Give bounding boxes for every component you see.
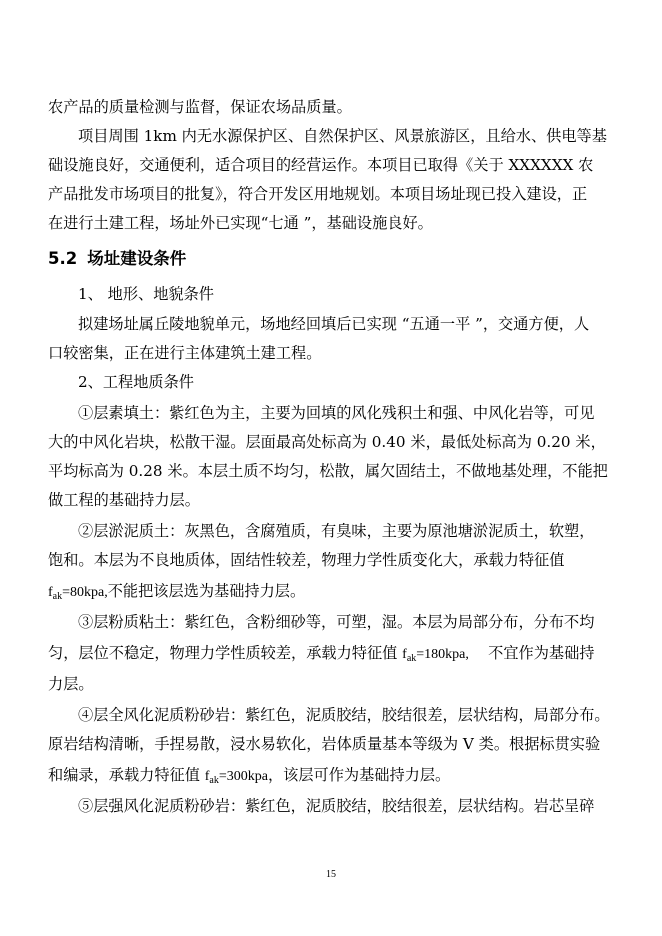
paragraph-line: 农产品的质量检测与监督，保证农场品质量。 [48,98,352,116]
text-run: 和编录，承载力特征值 [48,766,205,784]
formula-value: =180kpa, [416,647,469,662]
paragraph-line: ⑤层强风化泥质粉砂岩：紫红色，泥质胶结，胶结很差，层状结构。岩芯呈碎 [78,797,595,815]
section-heading [48,248,186,270]
paragraph-line: ①层素填土：紫红色为主，主要为回填的风化残积土和强、中风化岩等，可见 [78,404,595,422]
paragraph-line: 原岩结构清晰，手捏易散，浸水易软化，岩体质量基本等级为 V 类。根据标贯实验 [48,735,601,753]
subsection-title: 1、 地形、地貌条件 [78,285,214,303]
paragraph-line: 力层。 [48,675,94,693]
paragraph-line: 平均标高为 0.28 米。本层土质不均匀，松散，属欠固结土，不做地基处理，不能把 [48,462,608,480]
formula-subscript: ak [52,591,63,602]
section-title: 场址建设条件 [87,249,187,268]
formula-symbol: f [204,769,210,784]
paragraph-line: 项目周围 1km 内无水源保护区、自然保护区、风景旅游区，且给水、供电等基 [78,127,607,145]
subsection-title: 2、工程地质条件 [78,373,194,391]
paragraph-line: 饱和。本层为不良地质体，固结性较差，物理力学性质变化大，承载力特征值 [48,551,565,569]
paragraph-line: 在进行土建工程，场址外已实现“七通 ”，基础设施良好。 [48,214,433,232]
formula-value: =300kpa [218,769,268,784]
formula-value: =80kpa, [62,585,108,600]
paragraph-line: 口较密集，正在进行主体建筑土建工程。 [48,344,322,362]
paragraph-line: ②层淤泥质土：灰黑色，含腐殖质，有臭味，主要为原池塘淤泥质土，软塑， [78,522,595,540]
paragraph-line: ③层粉质粘土：紫红色，含粉细砂等，可塑，湿。本层为局部分布，分布不均 [78,613,595,631]
section-number: 5.2 [48,249,78,268]
paragraph-line: 产品批发市场项目的批复》，符合开发区用地规划。本项目场址现已投入建设，正 [48,185,588,203]
paragraph-line: ④层全风化泥质粉砂岩：紫红色，泥质胶结，胶结很差，层状结构，局部分布。 [78,706,610,724]
paragraph-line: 拟建场址属丘陵地貌单元，场地经回填后已实现 “五通一平 ”，交通方便，人 [78,315,590,333]
paragraph-line [48,765,450,791]
text-run: 不能把该层选为基础持力层。 [107,582,306,600]
text-run: 不宜作为基础持 [468,644,595,662]
paragraph-line [48,643,595,669]
page-number: 15 [326,869,336,880]
formula-symbol: f [48,585,53,600]
paragraph-line: 础设施良好，交通便利，适合项目的经营运作。本项目已取得《关于 XXXXXX 农 [48,156,594,174]
text-run: ，该层可作为基础持力层。 [267,766,451,784]
paragraph-line: 大的中风化岩块，松散干湿。层面最高处标高为 0.40 米，最低处标高为 0.20 米， [48,433,606,451]
paragraph-line [48,581,305,607]
formula-symbol: f [402,647,407,662]
text-run: 匀，层位不稳定，物理力学性质较差，承载力特征值 [48,644,403,662]
formula-subscript: ak [406,653,417,664]
paragraph-line: 做工程的基础持力层。 [48,491,200,509]
formula-subscript: ak [209,775,219,786]
